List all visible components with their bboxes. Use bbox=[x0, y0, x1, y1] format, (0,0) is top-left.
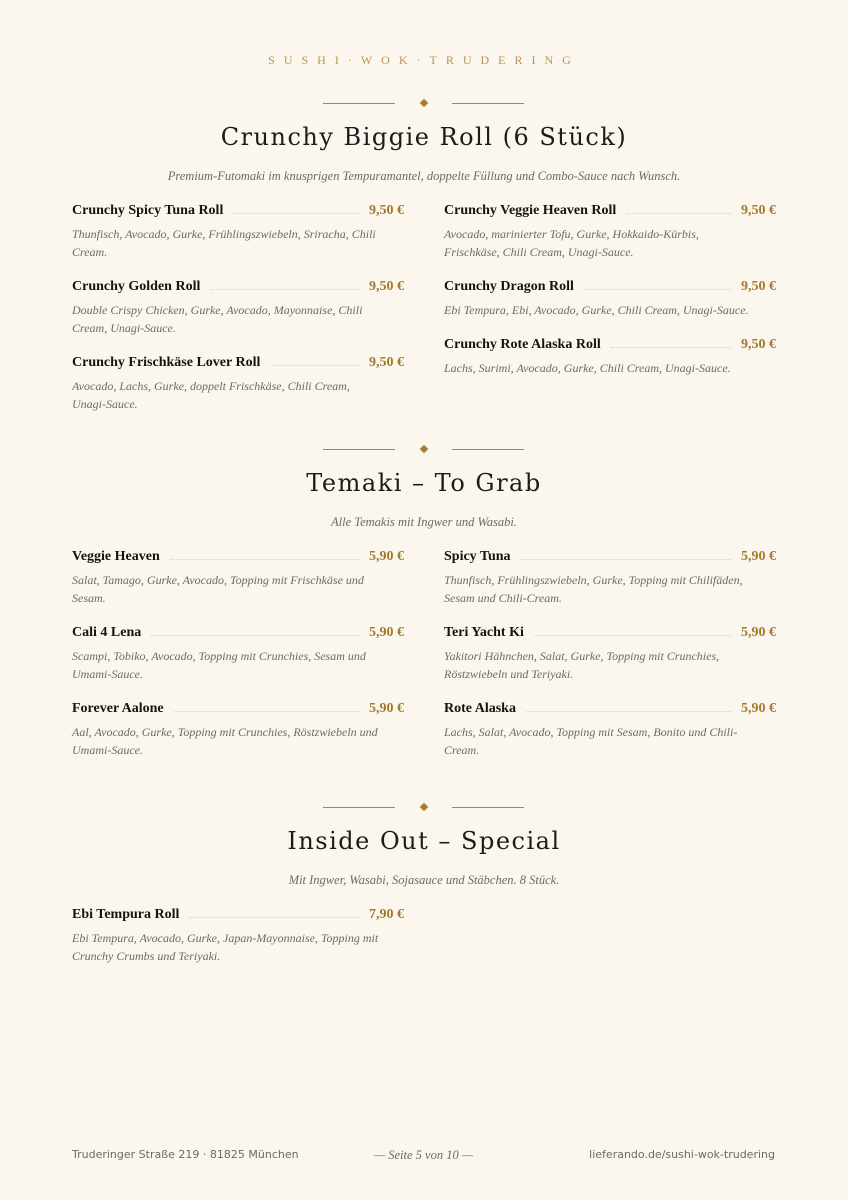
item-price: 9,50 € bbox=[741, 203, 776, 218]
item-price: 5,90 € bbox=[741, 549, 776, 564]
item-price: 5,90 € bbox=[369, 549, 404, 564]
section-divider bbox=[0, 445, 848, 455]
item-description: Lachs, Surimi, Avocado, Gurke, Chili Cream, Unagi-Sauce. bbox=[444, 361, 731, 375]
item-name: Crunchy Spicy Tuna Roll bbox=[72, 203, 224, 218]
menu-column-right bbox=[444, 549, 776, 777]
menu-grid bbox=[0, 549, 848, 769]
brand-header: SUSHI·WOK·TRUDERING bbox=[268, 53, 580, 67]
item-name: Crunchy Rote Alaska Roll bbox=[444, 337, 601, 352]
item-description: Aal, Avocado, Gurke, Topping mit Crunchies, Röstzwiebeln und Umami-Sauce. bbox=[72, 725, 378, 757]
item-price: 9,50 € bbox=[369, 203, 404, 218]
menu-item bbox=[444, 279, 776, 319]
item-price: 9,50 € bbox=[741, 279, 776, 294]
footer-address: Truderinger Straße 219 · 81825 München bbox=[72, 1148, 299, 1161]
item-description: Lachs, Salat, Avocado, Topping mit Sesam, Bonito und Chili-Cream. bbox=[444, 725, 738, 757]
item-price: 7,90 € bbox=[369, 907, 404, 922]
item-name: Cali 4 Lena bbox=[72, 625, 142, 640]
item-name: Crunchy Veggie Heaven Roll bbox=[444, 203, 617, 218]
item-description: Ebi Tempura, Avocado, Gurke, Japan-Mayonnaise, Topping mit Crunchy Crumbs und Teriyaki. bbox=[72, 931, 379, 963]
section-title: Inside Out – Special bbox=[287, 827, 561, 855]
item-name: Forever Aalone bbox=[72, 701, 164, 716]
item-price: 9,50 € bbox=[741, 337, 776, 352]
section-title: Temaki – To Grab bbox=[306, 469, 542, 497]
section-subtitle: Alle Temakis mit Ingwer und Wasabi. bbox=[331, 515, 517, 529]
menu-item bbox=[72, 625, 404, 683]
item-description: Ebi Tempura, Ebi, Avocado, Gurke, Chili Cream, Unagi-Sauce. bbox=[444, 303, 749, 317]
menu-column-right bbox=[444, 203, 776, 395]
menu-grid bbox=[0, 203, 848, 423]
item-name: Teri Yacht Ki bbox=[444, 625, 524, 640]
menu-item bbox=[72, 279, 404, 337]
diamond-ornament-icon bbox=[420, 99, 428, 107]
item-name: Crunchy Dragon Roll bbox=[444, 279, 574, 294]
menu-item bbox=[444, 701, 776, 759]
item-name: Ebi Tempura Roll bbox=[72, 907, 180, 922]
item-name: Spicy Tuna bbox=[444, 549, 511, 564]
menu-item bbox=[444, 203, 776, 261]
menu-item bbox=[72, 907, 404, 965]
diamond-ornament-icon bbox=[420, 445, 428, 453]
menu-column-left bbox=[72, 203, 404, 431]
section-inside-out bbox=[0, 803, 848, 1127]
menu-column-left bbox=[72, 549, 404, 777]
item-name: Crunchy Golden Roll bbox=[72, 279, 201, 294]
item-description: Avocado, marinierter Tofu, Gurke, Hokkaido-Kürbis, Frischkäse, Chili Cream, Unagi-Sauce. bbox=[444, 227, 699, 259]
item-description: Salat, Tamago, Gurke, Avocado, Topping mit Frischkäse und Sesam. bbox=[72, 573, 364, 605]
item-description: Double Crispy Chicken, Gurke, Avocado, Mayonnaise, Chili Cream, Unagi-Sauce. bbox=[72, 303, 363, 335]
section-divider bbox=[0, 803, 848, 813]
section-subtitle: Premium-Futomaki im knusprigen Tempuramantel, doppelte Füllung und Combo-Sauce nach Wunsch. bbox=[167, 169, 681, 183]
item-price: 9,50 € bbox=[369, 279, 404, 294]
section-temaki bbox=[0, 445, 848, 769]
item-price: 5,90 € bbox=[741, 625, 776, 640]
item-description: Scampi, Tobiko, Avocado, Topping mit Crunchies, Sesam und Umami-Sauce. bbox=[72, 649, 366, 681]
menu-column-left bbox=[72, 907, 404, 983]
menu-item bbox=[444, 625, 776, 683]
item-price: 9,50 € bbox=[369, 355, 404, 370]
item-price: 5,90 € bbox=[741, 701, 776, 716]
item-price: 5,90 € bbox=[369, 701, 404, 716]
page-number: — Seite 5 von 10 — bbox=[374, 1148, 473, 1162]
menu-item bbox=[72, 549, 404, 607]
page-footer bbox=[72, 1148, 775, 1164]
item-price: 5,90 € bbox=[369, 625, 404, 640]
menu-item bbox=[72, 355, 404, 413]
section-subtitle: Mit Ingwer, Wasabi, Sojasauce und Stäbchen. 8 Stück. bbox=[288, 873, 560, 887]
item-description: Avocado, Lachs, Gurke, doppelt Frischkäse, Chili Cream, Unagi-Sauce. bbox=[72, 379, 350, 411]
menu-grid bbox=[0, 907, 848, 1127]
footer-url: lieferando.de/sushi-wok-trudering bbox=[589, 1148, 775, 1161]
menu-item bbox=[444, 549, 776, 607]
item-name: Veggie Heaven bbox=[72, 549, 160, 564]
item-name: Crunchy Frischkäse Lover Roll bbox=[72, 355, 261, 370]
menu-item bbox=[72, 701, 404, 759]
item-description: Thunfisch, Frühlingszwiebeln, Gurke, Topping mit Chilifäden, Sesam und Chili-Cream. bbox=[444, 573, 743, 605]
diamond-ornament-icon bbox=[420, 803, 428, 811]
menu-item bbox=[72, 203, 404, 261]
menu-item bbox=[444, 337, 776, 377]
section-crunchy-biggie-roll bbox=[0, 99, 848, 423]
section-title: Crunchy Biggie Roll (6 Stück) bbox=[220, 123, 628, 151]
item-description: Thunfisch, Avocado, Gurke, Frühlingszwiebeln, Sriracha, Chili Cream. bbox=[72, 227, 376, 259]
section-divider bbox=[0, 99, 848, 109]
item-description: Yakitori Hähnchen, Salat, Gurke, Topping mit Crunchies, Röstzwiebeln und Teriyaki. bbox=[444, 649, 720, 681]
item-name: Rote Alaska bbox=[444, 701, 516, 716]
